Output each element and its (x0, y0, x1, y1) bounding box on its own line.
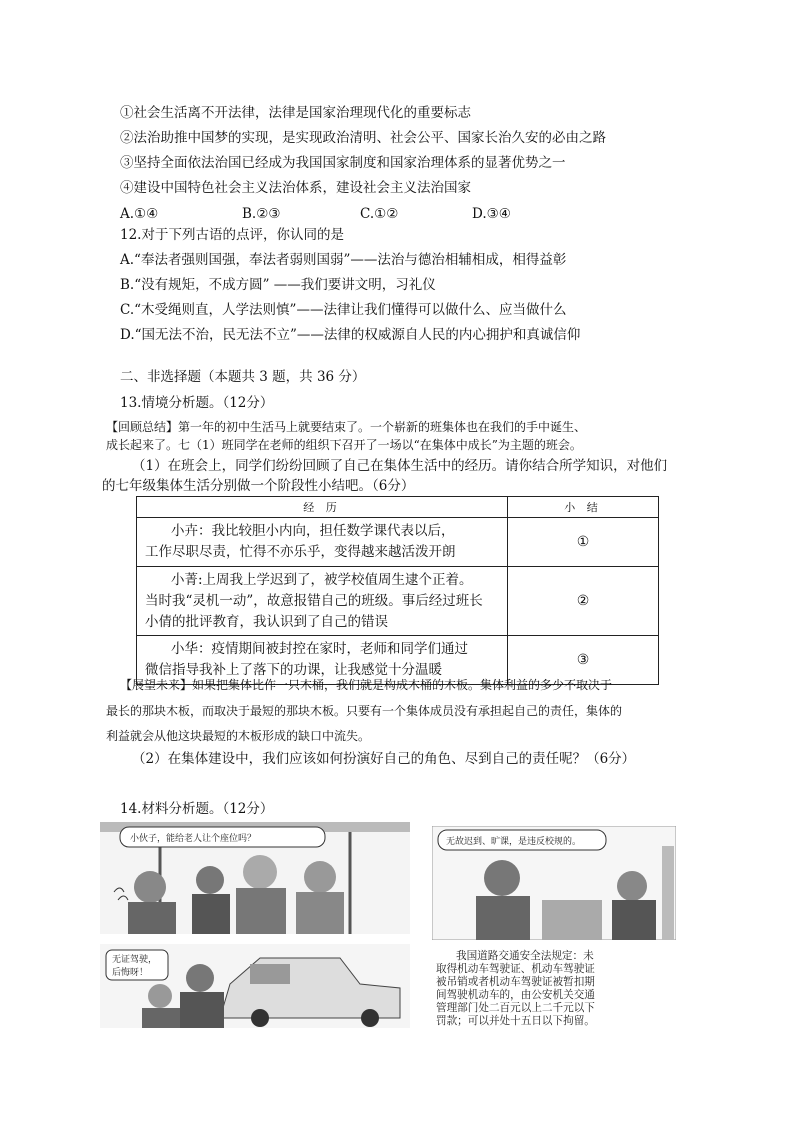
experience-line: 小华：疫情期间被封控在家时，老师和同学们通过 (171, 641, 468, 657)
q13-review-line1: 【回顾总结】第一年的初中生活马上就要结束了。一个崭新的班集体也在我们的手中诞生、 (106, 420, 587, 434)
summary-cell: ① (508, 518, 659, 567)
q13-title: 13.情境分析题。（12分） (120, 395, 274, 411)
q14-title: 14.材料分析题。（12分） (120, 801, 274, 817)
table-row (137, 567, 659, 636)
q11-choice-a: A.①④ (120, 206, 159, 222)
experience-line: 当时我“灵机一动”，故意报错自己的班级。事后经过班长 (145, 592, 483, 609)
law-line: 管理部门处二百元以上二千元以下 (436, 1002, 595, 1014)
q13-future-line2: 最长的那块木板，而取决于最短的那块木板。只要有一个集体成员没有承担起自己的责任，集体的 (106, 704, 623, 718)
bubble-text: 后悔呀！ (112, 968, 149, 978)
q11-choice-c: C.①② (360, 206, 399, 222)
q13-future-line3: 利益就会从他这块最短的木板形成的缺口中流失。 (106, 729, 371, 743)
cartoon-driving-image (100, 944, 410, 1028)
experience-line: 小卉：我比较胆小内向，担任数学课代表以后， (171, 523, 455, 539)
experience-line: 工作尽职尽责，忙得不亦乐乎，变得越来越活泼开朗 (145, 544, 456, 560)
q13-part2: （2）在集体建设中，我们应该如何扮演好自己的角色、尽到自己的责任呢？（6分） (132, 751, 636, 767)
table-row (137, 518, 659, 567)
q13-part1-line2: 的七年级集体生活分别做一个阶段性小结吧。（6分） (102, 478, 415, 494)
q13-future-line1: 【展望未来】如果把集体比作一只木桶，我们就是构成木桶的木板。集体利益的多少不取决于 (120, 678, 613, 692)
q12-stem: 12.对于下列古语的点评，你认同的是 (120, 227, 344, 243)
law-line: 间驾驶机动车的，由公安机关交通 (436, 989, 595, 1001)
section-heading: 二、非选择题（本题共 3 题，共 36 分） (120, 369, 366, 385)
q11-choice-b: B.②③ (242, 206, 281, 222)
q12-choice-d: D.“国无法不治，民无法不立”——法律的权威源自人民的内心拥护和真诚信仰 (120, 327, 581, 343)
experience-line: 微信指导我补上了落下的功课，让我感觉十分温暖 (145, 662, 442, 678)
col-experience-header: 经 历 (137, 497, 508, 518)
experience-line: 小倩的批评教育，我认识到了自己的错误 (145, 613, 388, 630)
law-line: 取得机动车驾驶证、机动车驾驶证 (436, 963, 595, 975)
q11-choice-d: D.③④ (472, 206, 511, 222)
q12-choice-b: B.“没有规矩，不成方圆” ——我们要讲文明，习礼仪 (120, 277, 436, 293)
cartoon-classroom-image (432, 826, 676, 940)
law-line: 被吊销或者机动车驾驶证被暂扣期 (436, 976, 595, 988)
summary-cell: ③ (508, 636, 659, 685)
cartoon-bus-image (100, 822, 410, 934)
q13-part1-line1: （1）在班会上，同学们纷纷回顾了自己在集体生活中的经历。请你结合所学知识，对他们 (132, 458, 668, 474)
bubble-text: 小伙子，能给老人让个座位吗？ (130, 834, 257, 844)
bubble-text: 无证驾驶， (112, 955, 158, 965)
table-header-row (137, 497, 659, 518)
experience-cell (137, 518, 508, 567)
option-3: ③坚持全面依法治国已经成为我国国家制度和国家治理体系的显著优势之一 (120, 155, 566, 171)
summary-cell: ② (508, 567, 659, 636)
option-1: ①社会生活离不开法律，法律是国家治理现代化的重要标志 (120, 105, 471, 121)
experience-table (136, 496, 659, 685)
experience-line: 小菁:上周我上学迟到了，被学校值周生逮个正着。 (171, 571, 473, 588)
col-summary-header: 小 结 (508, 497, 659, 518)
option-2: ②法治助推中国梦的实现，是实现政治清明、社会公平、国家长治久安的必由之路 (120, 130, 606, 146)
bubble-text: 无故迟到、旷课，是违反校规的。 (446, 837, 582, 847)
q12-choice-c: C.“木受绳则直，人学法则慎”——法律让我们懂得可以做什么、应当做什么 (120, 302, 567, 318)
law-text-panel (436, 950, 680, 1028)
q12-choice-a: A.“奉法者强则国强，奉法者弱则国弱”——法治与德治相辅相成，相得益彰 (120, 252, 567, 268)
q13-review-line2: 成长起来了。七（1）班同学在老师的组织下召开了一场以“在集体中成长”为主题的班会。 (106, 438, 582, 452)
law-line: 我国道路交通安全法规定：未 (456, 950, 594, 962)
experience-cell (137, 567, 508, 636)
law-line: 罚款；可以并处十五日以下拘留。 (436, 1015, 595, 1027)
option-4: ④建设中国特色社会主义法治体系，建设社会主义法治国家 (120, 180, 471, 196)
